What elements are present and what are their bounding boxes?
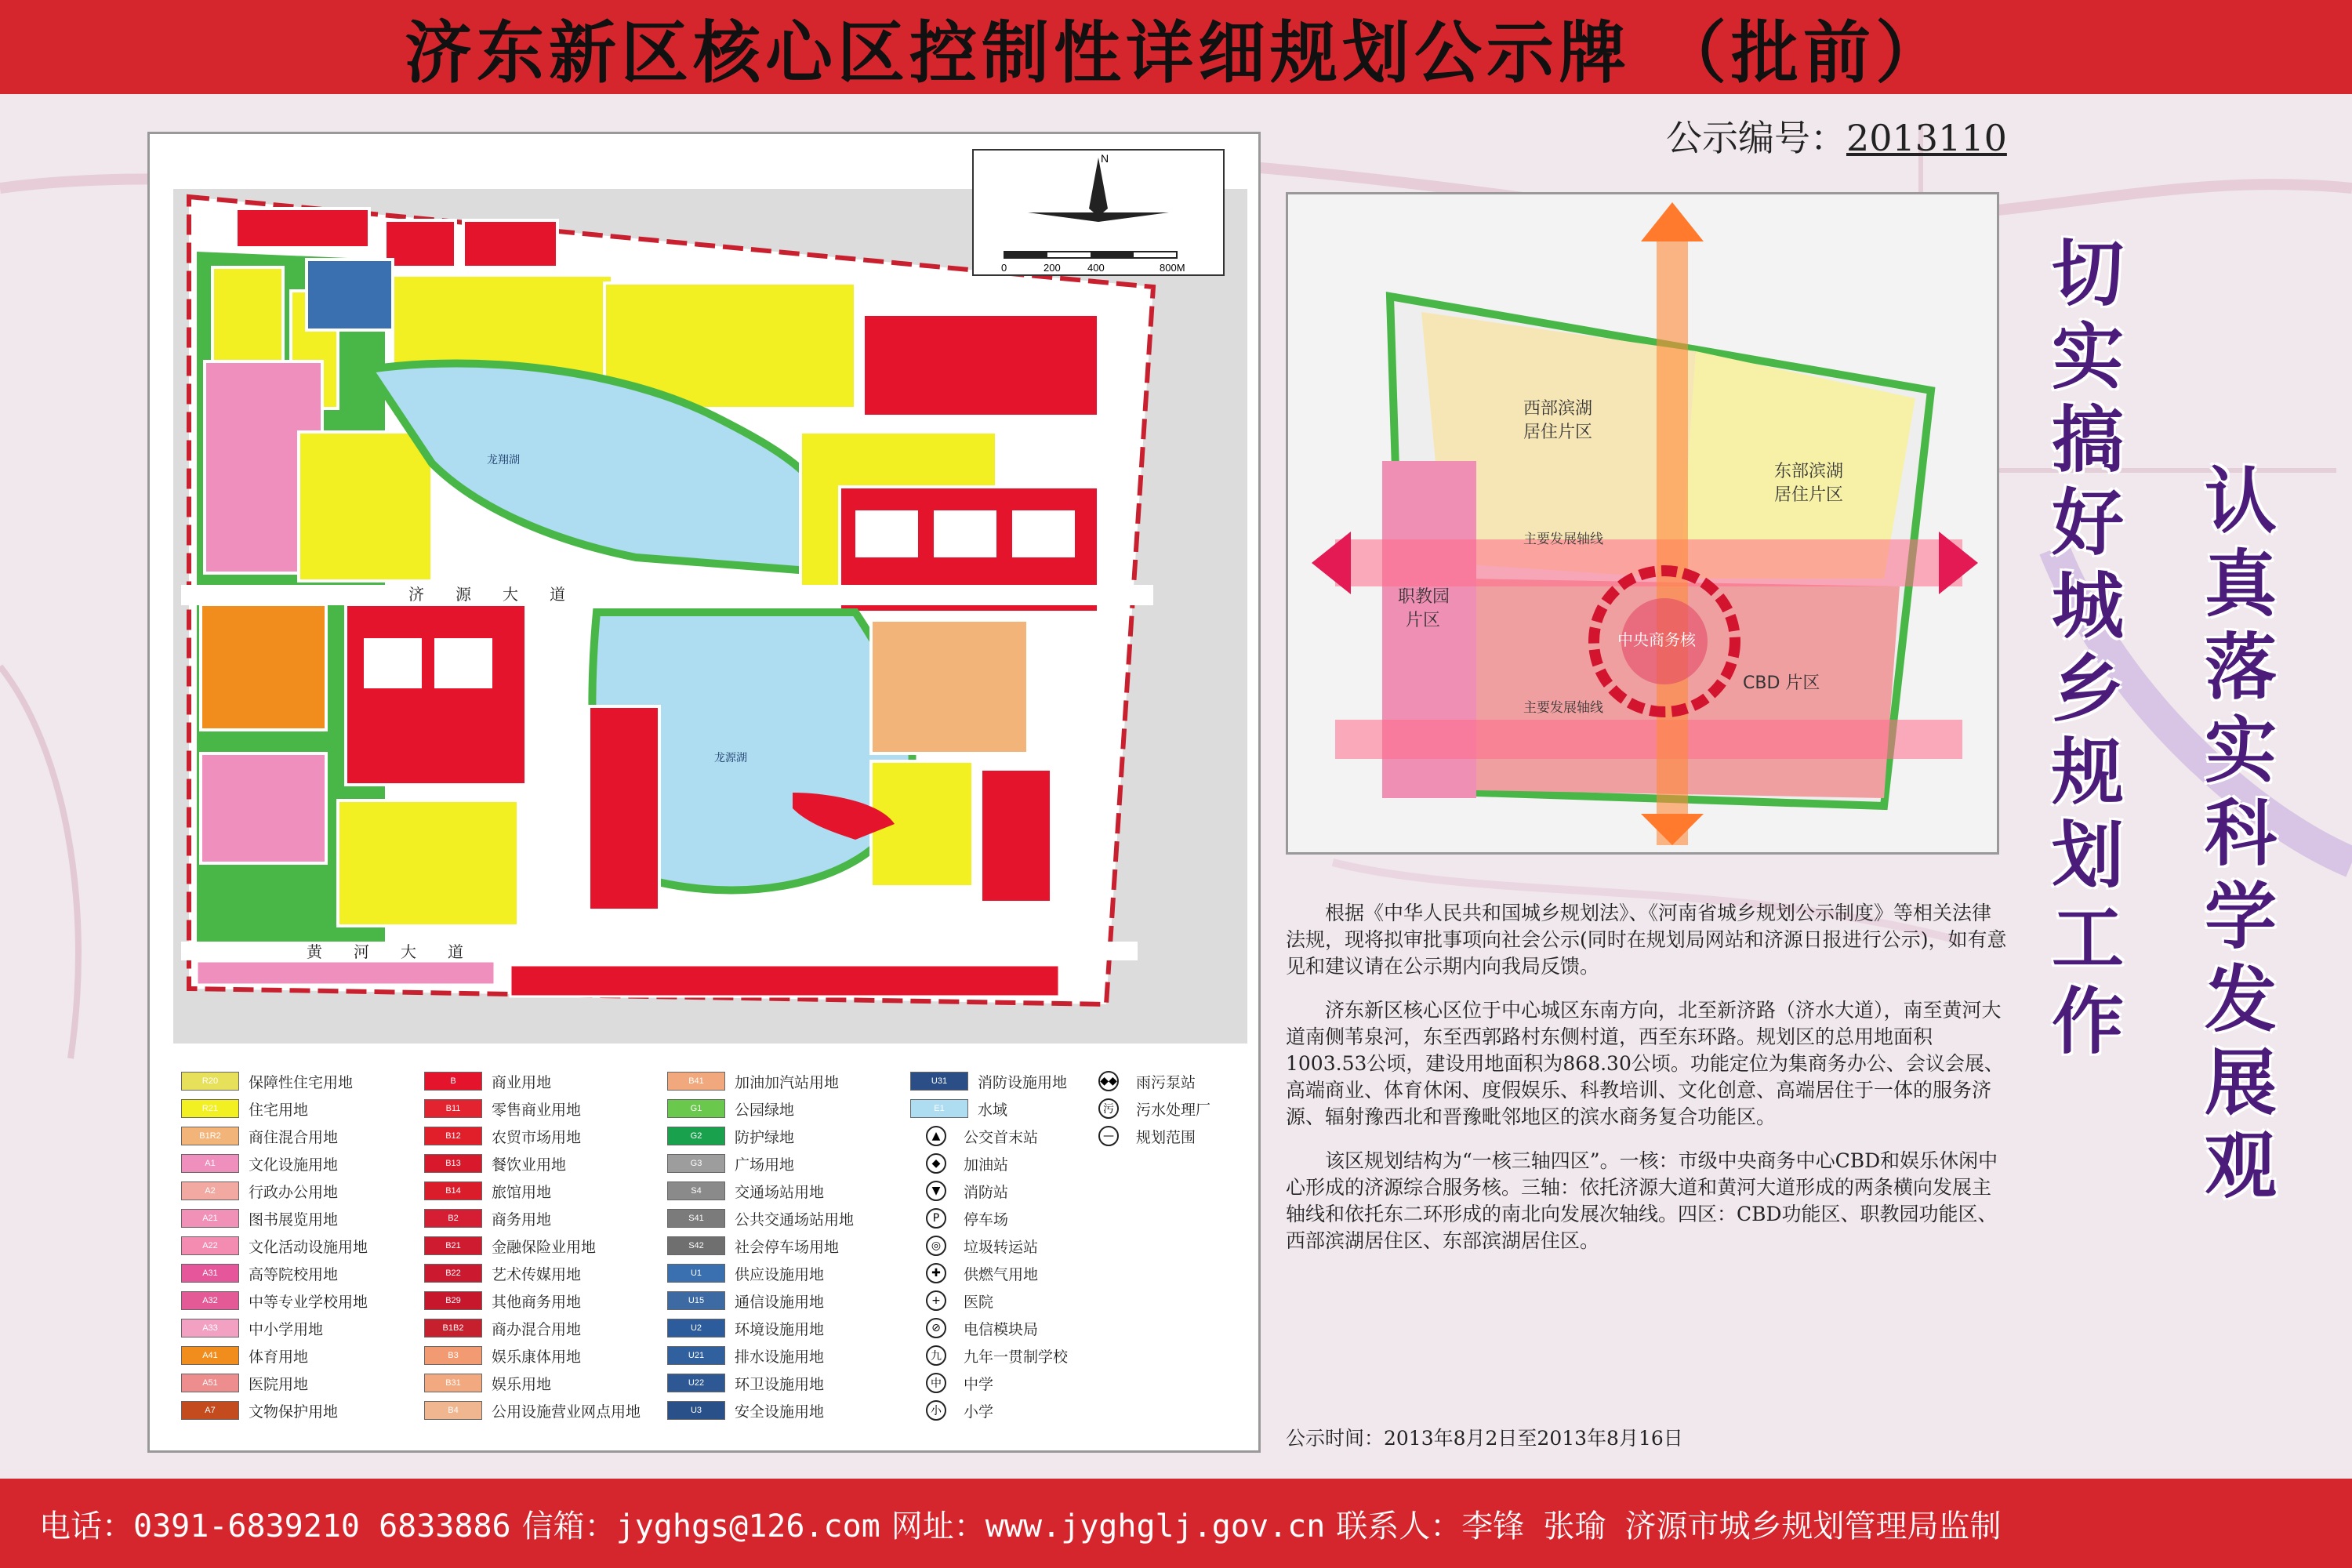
legend-label: 小学 <box>964 1403 994 1421</box>
notice-number-label: 公示编号： <box>1666 117 1846 159</box>
paragraph-2: 济东新区核心区位于中心城区东南方向，北至新济路（济水大道），南至黄河大道南侧苇泉河，东至西郭路村东侧村道，西至东环路。规划区的总用地面积1003.53公顷，建设用地面积为868.30公顷。功能定位为集商务办公、会议会展、高端商业、体育休闲、度假娱乐、科教培训、文化创意、高端居住于一体的服务济源、辐射豫西北和晋豫毗邻地区的滨水商务复合功能区。 <box>1286 999 2004 1128</box>
legend-special-item <box>1083 1071 1196 1091</box>
legend-label: 文化设施用地 <box>249 1156 339 1174</box>
legend-label: 供应设施用地 <box>735 1265 825 1283</box>
lake-label-1: 龙翔湖 <box>487 454 520 466</box>
legend-label: 停车场 <box>964 1210 1009 1229</box>
legend-swatch: B11 <box>424 1099 482 1118</box>
legend-icon-item <box>910 1318 1038 1338</box>
legend-swatch: B29 <box>424 1291 482 1310</box>
legend-swatch: A1 <box>181 1154 239 1173</box>
legend-label: 中等专业学校用地 <box>249 1293 368 1311</box>
legend-swatch: U1 <box>667 1264 725 1283</box>
legend-label: 行政办公用地 <box>249 1183 339 1201</box>
footer-web: 网址：www.jyghglj.gov.cn <box>891 1508 1326 1544</box>
axis-label-main-2: 主要发展轴线 <box>1523 700 1603 716</box>
legend-swatch: B2 <box>424 1209 482 1228</box>
legend-label: 供燃气用地 <box>964 1265 1039 1283</box>
legend-label: 加油加汽站用地 <box>735 1073 840 1091</box>
legend-special-item <box>1083 1126 1196 1146</box>
legend-label: 加油站 <box>964 1156 1009 1174</box>
legend-swatch: A32 <box>181 1291 239 1310</box>
zone-label-east-2: 居住片区 <box>1774 485 1844 505</box>
legend-label: 水域 <box>978 1101 1008 1119</box>
facility-icon: ✚ <box>926 1263 946 1283</box>
facility-icon: 小 <box>926 1400 946 1421</box>
legend-item <box>181 1400 338 1421</box>
legend-item <box>910 1071 1067 1091</box>
legend-label: 中学 <box>964 1375 994 1393</box>
legend-item <box>667 1318 824 1338</box>
legend-item <box>667 1153 794 1174</box>
map-legend <box>150 1055 1263 1454</box>
legend-swatch: B4 <box>424 1401 482 1420</box>
legend-swatch: U21 <box>667 1346 725 1365</box>
legend-item <box>181 1098 308 1119</box>
legend-item <box>424 1126 581 1146</box>
scale-label-400: 400 <box>1087 262 1105 274</box>
legend-swatch: A33 <box>181 1319 239 1338</box>
legend-label: 环卫设施用地 <box>735 1375 825 1393</box>
special-icon: — <box>1098 1126 1119 1146</box>
legend-label: 防护绿地 <box>735 1128 795 1146</box>
notice-text <box>1286 900 2007 1272</box>
legend-item <box>181 1208 338 1229</box>
zone-label-cbd: CBD 片区 <box>1743 673 1820 693</box>
legend-label: 通信设施用地 <box>735 1293 825 1311</box>
legend-item <box>181 1236 368 1256</box>
legend-item <box>424 1345 581 1366</box>
legend-swatch: R21 <box>181 1099 239 1118</box>
legend-label: 公共交通场站用地 <box>735 1210 855 1229</box>
legend-item <box>181 1290 368 1311</box>
legend-swatch: S4 <box>667 1181 725 1200</box>
legend-swatch: A51 <box>181 1374 239 1392</box>
facility-icon: P <box>926 1208 946 1229</box>
legend-item <box>667 1400 824 1421</box>
legend-swatch: B <box>424 1072 482 1091</box>
legend-item <box>181 1153 338 1174</box>
legend-item <box>424 1098 581 1119</box>
legend-swatch: B13 <box>424 1154 482 1173</box>
legend-item <box>424 1290 581 1311</box>
legend-label: 零售商业用地 <box>492 1101 582 1119</box>
land-use-map-svg <box>150 134 1258 1051</box>
land-use-map <box>147 132 1261 1453</box>
legend-icon-item <box>910 1400 993 1421</box>
facility-icon: ⊘ <box>926 1318 946 1338</box>
axis-label-main-1: 主要发展轴线 <box>1523 532 1603 547</box>
legend-icon-item <box>910 1345 1068 1366</box>
legend-swatch: U3 <box>667 1401 725 1420</box>
legend-item <box>424 1181 551 1201</box>
legend-label: 其他商务用地 <box>492 1293 582 1311</box>
paragraph-1: 根据《中华人民共和国城乡规划法》、《河南省城乡规划公示制度》等相关法律法规，现将拟审批事项向社会公示(同时在规划局网站和济源日报进行公示)，如有意见和建议请在公示期内向我局反馈。 <box>1286 902 2007 978</box>
legend-swatch: R20 <box>181 1072 239 1091</box>
legend-label: 交通场站用地 <box>735 1183 825 1201</box>
legend-label: 高等院校用地 <box>249 1265 339 1283</box>
legend-swatch: A21 <box>181 1209 239 1228</box>
legend-swatch: A41 <box>181 1346 239 1365</box>
legend-label: 商务用地 <box>492 1210 552 1229</box>
legend-label: 公园绿地 <box>735 1101 795 1119</box>
legend-label: 餐饮业用地 <box>492 1156 567 1174</box>
legend-swatch: B1R2 <box>181 1127 239 1145</box>
legend-label: 文化活动设施用地 <box>249 1238 368 1256</box>
zone-label-vocational-1: 职教园 <box>1398 587 1450 607</box>
lake-label-2: 龙源湖 <box>714 752 747 764</box>
legend-item <box>667 1236 839 1256</box>
legend-swatch: B31 <box>424 1374 482 1392</box>
slogan-left: 切实搞好城乡规划工作 <box>2040 235 2125 1066</box>
legend-item <box>424 1236 596 1256</box>
legend-item <box>181 1373 308 1393</box>
legend-swatch: B1B2 <box>424 1319 482 1338</box>
legend-swatch: B14 <box>424 1181 482 1200</box>
legend-label: 社会停车场用地 <box>735 1238 840 1256</box>
legend-item <box>424 1400 641 1421</box>
legend-item <box>181 1263 338 1283</box>
legend-label: 农贸市场用地 <box>492 1128 582 1146</box>
legend-icon-item <box>910 1236 1038 1256</box>
structure-inset-map <box>1286 192 1999 855</box>
road-label-huanghe: 黄河大道 <box>307 942 495 961</box>
legend-icon-item <box>910 1373 993 1393</box>
special-icon: ◆◆ <box>1098 1071 1119 1091</box>
legend-swatch: B22 <box>424 1264 482 1283</box>
scale-label-200: 200 <box>1044 262 1061 274</box>
legend-item <box>424 1208 551 1229</box>
zone-label-east-1: 东部滨湖 <box>1774 462 1844 481</box>
legend-swatch: U31 <box>910 1072 968 1091</box>
scale-label-0: 0 <box>1001 262 1007 274</box>
legend-swatch: B3 <box>424 1346 482 1365</box>
legend-label: 电信模块局 <box>964 1320 1039 1338</box>
legend-swatch: U22 <box>667 1374 725 1392</box>
facility-icon: ▲ <box>926 1126 946 1146</box>
legend-item <box>667 1290 824 1311</box>
footer-contact: 联系人：李锋 张瑜 济源市城乡规划管理局监制 <box>1336 1508 2002 1544</box>
north-label: N <box>1101 152 1109 165</box>
legend-swatch: B12 <box>424 1127 482 1145</box>
main-axis-2 <box>1335 720 1962 759</box>
legend-item <box>424 1373 551 1393</box>
legend-swatch: G2 <box>667 1127 725 1145</box>
facility-icon: 九 <box>926 1345 946 1366</box>
legend-item <box>424 1153 566 1174</box>
legend-label: 排水设施用地 <box>735 1348 825 1366</box>
legend-swatch: S41 <box>667 1209 725 1228</box>
facility-icon: ▼ <box>926 1181 946 1201</box>
legend-swatch: U2 <box>667 1319 725 1338</box>
notice-number-value: 2013110 <box>1846 117 2007 159</box>
legend-item <box>667 1208 854 1229</box>
legend-swatch: A22 <box>181 1236 239 1255</box>
legend-label: 商办混合用地 <box>492 1320 582 1338</box>
legend-swatch: U15 <box>667 1291 725 1310</box>
legend-label: 医院用地 <box>249 1375 309 1393</box>
legend-label: 娱乐用地 <box>492 1375 552 1393</box>
legend-label: 文物保护用地 <box>249 1403 339 1421</box>
legend-item <box>667 1345 824 1366</box>
legend-label: 体育用地 <box>249 1348 309 1366</box>
legend-label: 旅馆用地 <box>492 1183 552 1201</box>
legend-label: 雨污泵站 <box>1136 1073 1196 1091</box>
legend-item <box>181 1318 323 1338</box>
legend-swatch: A2 <box>181 1181 239 1200</box>
zone-label-west-2: 居住片区 <box>1523 423 1593 442</box>
legend-item <box>424 1318 581 1338</box>
legend-label: 广场用地 <box>735 1156 795 1174</box>
legend-icon-item <box>910 1290 993 1311</box>
legend-icon-item <box>910 1153 1008 1174</box>
legend-item <box>181 1126 338 1146</box>
facility-icon: 中 <box>926 1373 946 1393</box>
legend-label: 消防站 <box>964 1183 1009 1201</box>
legend-special-item <box>1083 1098 1210 1119</box>
legend-label: 公用设施营业网点用地 <box>492 1403 641 1421</box>
legend-label: 消防设施用地 <box>978 1073 1068 1091</box>
facility-icon: + <box>926 1290 946 1311</box>
legend-label: 艺术传媒用地 <box>492 1265 582 1283</box>
legend-item <box>424 1263 581 1283</box>
legend-label: 娱乐康体用地 <box>492 1348 582 1366</box>
legend-label: 保障性住宅用地 <box>249 1073 354 1091</box>
legend-item <box>181 1345 308 1366</box>
legend-label: 环境设施用地 <box>735 1320 825 1338</box>
legend-item <box>667 1263 824 1283</box>
legend-label: 污水处理厂 <box>1136 1101 1211 1119</box>
legend-swatch: B21 <box>424 1236 482 1255</box>
legend-label: 商住混合用地 <box>249 1128 339 1146</box>
zone-label-core: 中央商务核 <box>1617 630 1696 649</box>
legend-label: 公交首末站 <box>964 1128 1039 1146</box>
zone-label-west-1: 西部滨湖 <box>1523 399 1593 419</box>
road-label-jiyuan: 济源大道 <box>408 585 597 604</box>
legend-label: 规划范围 <box>1136 1128 1196 1146</box>
footer-banner <box>0 1479 2352 1568</box>
legend-item <box>424 1071 551 1091</box>
legend-item <box>667 1071 839 1091</box>
legend-label: 金融保险业用地 <box>492 1238 597 1256</box>
title-banner <box>0 0 2352 94</box>
page-title: 济东新区核心区控制性详细规划公示牌 （批前） <box>405 13 1947 93</box>
legend-item <box>667 1098 794 1119</box>
slogan-right: 认真落实科学发展观 <box>2193 463 2278 1210</box>
footer-mail: 信箱：jyghgs@126.com <box>521 1508 880 1544</box>
legend-swatch: A31 <box>181 1264 239 1283</box>
legend-label: 安全设施用地 <box>735 1403 825 1421</box>
legend-item <box>181 1181 338 1201</box>
facility-icon: ◎ <box>926 1236 946 1256</box>
legend-item <box>667 1181 824 1201</box>
legend-label: 九年一贯制学校 <box>964 1348 1069 1366</box>
facility-icon: ◆ <box>926 1153 946 1174</box>
legend-icon-item <box>910 1263 1038 1283</box>
secondary-axis <box>1657 226 1688 845</box>
paragraph-3: 该区规划结构为“一核三轴四区”。一核：市级中央商务中心CBD和娱乐休闲中心形成的济源综合服务核。三轴：依托济源大道和黄河大道形成的两条横向发展主轴线和依托东二环形成的南北向发展次轴线。四区：CBD功能区、职教园功能区、西部滨湖居住区、东部滨湖居住区。 <box>1286 1149 1998 1252</box>
legend-item <box>910 1098 1007 1119</box>
legend-swatch: S42 <box>667 1236 725 1255</box>
legend-swatch: E1 <box>910 1099 968 1118</box>
legend-icon-item <box>910 1181 1008 1201</box>
legend-label: 住宅用地 <box>249 1101 309 1119</box>
legend-swatch: B41 <box>667 1072 725 1091</box>
publish-time: 公示时间：2013年8月2日至2013年8月16日 <box>1286 1427 1683 1450</box>
legend-item <box>667 1126 794 1146</box>
legend-label: 医院 <box>964 1293 994 1311</box>
legend-label: 中小学用地 <box>249 1320 324 1338</box>
legend-label: 垃圾转运站 <box>964 1238 1039 1256</box>
legend-swatch: G1 <box>667 1099 725 1118</box>
scale-label-800: 800M <box>1160 262 1185 274</box>
legend-label: 图书展览用地 <box>249 1210 339 1229</box>
special-icon: 污 <box>1098 1098 1119 1119</box>
legend-icon-item <box>910 1126 1038 1146</box>
main-axis-1 <box>1335 539 1962 586</box>
zone-label-vocational-2: 片区 <box>1406 611 1441 630</box>
legend-label: 商业用地 <box>492 1073 552 1091</box>
legend-swatch: A7 <box>181 1401 239 1420</box>
notice-number <box>1666 110 2007 162</box>
footer-phone: 电话：0391-6839210 6833886 <box>39 1508 511 1544</box>
legend-swatch: G3 <box>667 1154 725 1173</box>
structure-map-svg <box>1288 194 1997 852</box>
legend-item <box>181 1071 353 1091</box>
legend-icon-item <box>910 1208 1008 1229</box>
legend-item <box>667 1373 824 1393</box>
